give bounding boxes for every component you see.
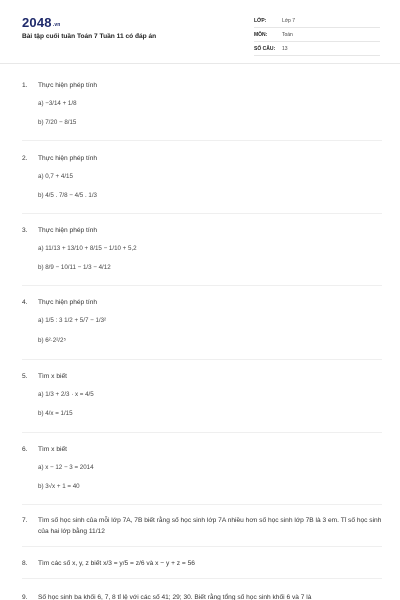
question-divider — [22, 578, 382, 579]
question-divider — [22, 213, 382, 214]
question-divider — [22, 504, 382, 505]
document-title: Bài tập cuối tuần Toán 7 Tuần 11 có đáp án — [22, 33, 157, 40]
meta-value: Toán — [282, 31, 293, 38]
question-text: Số học sinh ba khối 6, 7, 8 tỉ lệ với các số 41; 29; 30. Biết rằng tổng số học sinh khối 6 và 7 là — [38, 594, 312, 600]
question-divider — [22, 285, 382, 286]
question-8 — [22, 558, 382, 569]
sub-question-a: a) −3/14 + 1/8 — [38, 100, 77, 107]
question-number: 4. — [22, 299, 28, 306]
sub-question-a: a) 1/5 : 3 1/2 + 5/7 − 1/3² — [38, 317, 107, 324]
question-7 — [22, 515, 382, 537]
question-number: 3. — [22, 227, 28, 234]
sub-question-a: a) 1/3 + 2/3 · x = 4/5 — [38, 391, 94, 398]
question-number: 1. — [22, 82, 28, 89]
question-number: 6. — [22, 446, 28, 453]
question-4 — [22, 297, 382, 344]
sub-question-a: a) 0,7 + 4/15 — [38, 173, 73, 180]
question-number: 7. — [22, 517, 28, 524]
question-number: 2. — [22, 155, 28, 162]
question-number: 8. — [22, 560, 28, 567]
question-divider — [22, 359, 382, 360]
meta-key: MÔN: — [254, 31, 268, 38]
header-divider — [0, 63, 400, 64]
sub-question-b: b) 6²·2²/2⁵ — [38, 337, 67, 344]
question-5 — [22, 371, 382, 417]
sub-question-b: b) 7/20 − 8/15 — [38, 119, 77, 126]
question-text: Thực hiện phép tính — [38, 227, 98, 234]
question-text: Thực hiện phép tính — [38, 155, 98, 162]
meta-key: LỚP: — [254, 17, 267, 24]
question-9 — [22, 592, 382, 600]
meta-table — [254, 14, 380, 56]
question-divider — [22, 546, 382, 547]
site-logo[interactable] — [22, 15, 61, 30]
question-text: Tìm x biết — [38, 373, 67, 380]
sub-question-a: a) 11/13 + 13/10 + 8/15 − 1/10 + 5,2 — [38, 245, 137, 252]
question-number: 9. — [22, 594, 28, 600]
meta-row-count — [254, 42, 380, 56]
question-1 — [22, 80, 382, 126]
question-text: Tìm số học sinh của mỗi lớp 7A, 7B biết rằng số học sinh lớp 7A nhiều hơn số học sinh lớp 7B là 3 em. Tỉ số học sinh của hai lớp bằng 11/12 — [38, 517, 382, 535]
question-6 — [22, 444, 382, 490]
question-divider — [22, 432, 382, 433]
meta-row-class — [254, 14, 380, 28]
meta-value: 13 — [282, 45, 288, 52]
question-text: Thực hiện phép tính — [38, 82, 98, 89]
question-number: 5. — [22, 373, 28, 380]
meta-row-subject — [254, 28, 380, 42]
question-text: Tìm x biết — [38, 446, 67, 453]
question-divider — [22, 140, 382, 141]
sub-question-b: b) 8/9 − 10/11 − 1/3 − 4/12 — [38, 264, 111, 271]
question-text: Thực hiện phép tính — [38, 299, 98, 306]
meta-value: Lớp 7 — [282, 17, 296, 24]
sub-question-b: b) 4/5 . 7/8 − 4/5 . 1/3 — [38, 192, 97, 199]
sub-question-b: b) 3√x + 1 = 40 — [38, 483, 80, 490]
meta-key: SỐ CÂU: — [254, 45, 276, 52]
logo-text: 2048 — [22, 15, 52, 30]
header — [0, 0, 400, 62]
question-2 — [22, 153, 382, 199]
question-3 — [22, 225, 382, 271]
logo-suffix: .vn — [52, 22, 61, 28]
question-text: Tìm các số x, y, z biết x/3 = y/5 = z/6 và x − y + z = 56 — [38, 560, 195, 567]
sub-question-b: b) 4/x = 1/15 — [38, 410, 73, 417]
sub-question-a: a) x − 12 − 3 = 2014 — [38, 464, 94, 471]
